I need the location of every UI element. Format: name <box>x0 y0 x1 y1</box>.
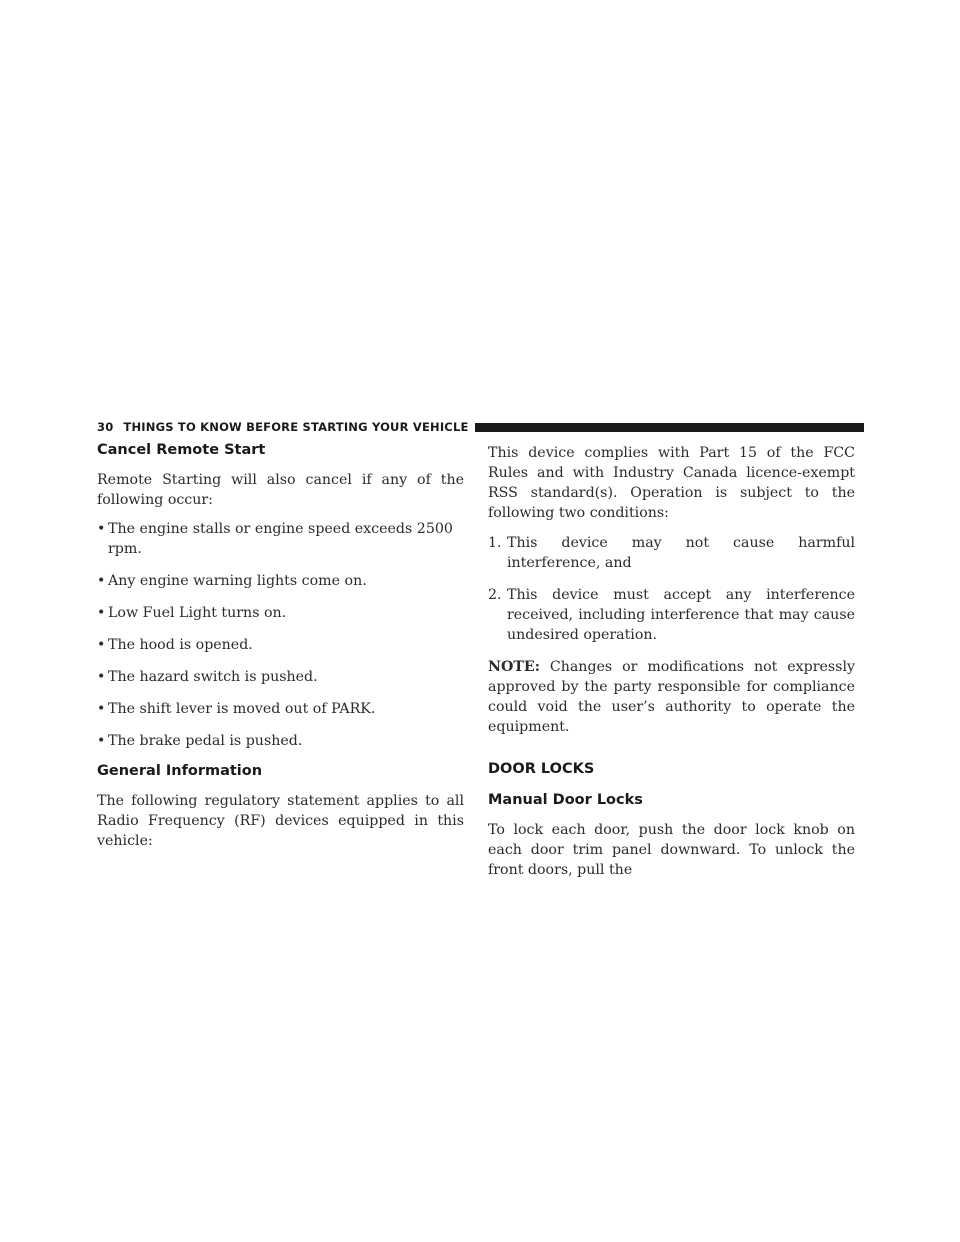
manual-door-locks-heading: Manual Door Locks <box>488 792 643 808</box>
header-rule <box>475 423 864 432</box>
list-item: • Low Fuel Light turns on. <box>97 605 287 621</box>
condition-item: 1. This device may not cause harmful interference, and <box>488 535 855 571</box>
list-item: • The shift lever is moved out of PARK. <box>97 701 376 717</box>
list-item: • The engine stalls or engine speed exceeds 2500 rpm. <box>97 521 453 557</box>
general-information-heading: General Information <box>97 763 263 779</box>
manual-door-locks-text: To lock each door, push the door lock knob on each door trim panel downward. To unlock the front doors, pull the <box>488 822 855 878</box>
cancel-conditions-list <box>97 519 464 751</box>
door-locks-heading: DOOR LOCKS <box>488 761 595 777</box>
page-header <box>97 418 864 436</box>
general-information-text: The following regulatory statement applies to all Radio Frequency (RF) devices equipped in this vehicle: <box>97 793 464 849</box>
condition-item: 2. This device must accept any interference received, including interference that may cause undesired operation. <box>488 587 855 643</box>
note-label: NOTE: <box>488 659 540 675</box>
left-column <box>97 442 464 851</box>
section-title: THINGS TO KNOW BEFORE STARTING YOUR VEHICLE <box>123 420 469 434</box>
fcc-statement: This device complies with Part 15 of the FCC Rules and with Industry Canada licence-exempt RSS standard(s). Operation is subject to the following two conditions: <box>488 445 855 521</box>
cancel-remote-start-heading: Cancel Remote Start <box>97 442 266 458</box>
list-item: • Any engine warning lights come on. <box>97 573 367 589</box>
list-item: • The hazard switch is pushed. <box>97 669 318 685</box>
page-number: 30 <box>97 420 114 434</box>
note-text: Changes or modifications not expressly approved by the party responsible for compliance could void the user’s authority to operate the equipment. <box>488 659 856 735</box>
list-item: • The brake pedal is pushed. <box>97 733 303 749</box>
note-paragraph <box>488 657 855 737</box>
list-item: • The hood is opened. <box>97 637 253 653</box>
right-column <box>488 442 855 880</box>
cancel-intro: Remote Starting will also cancel if any of the following occur: <box>97 472 464 508</box>
